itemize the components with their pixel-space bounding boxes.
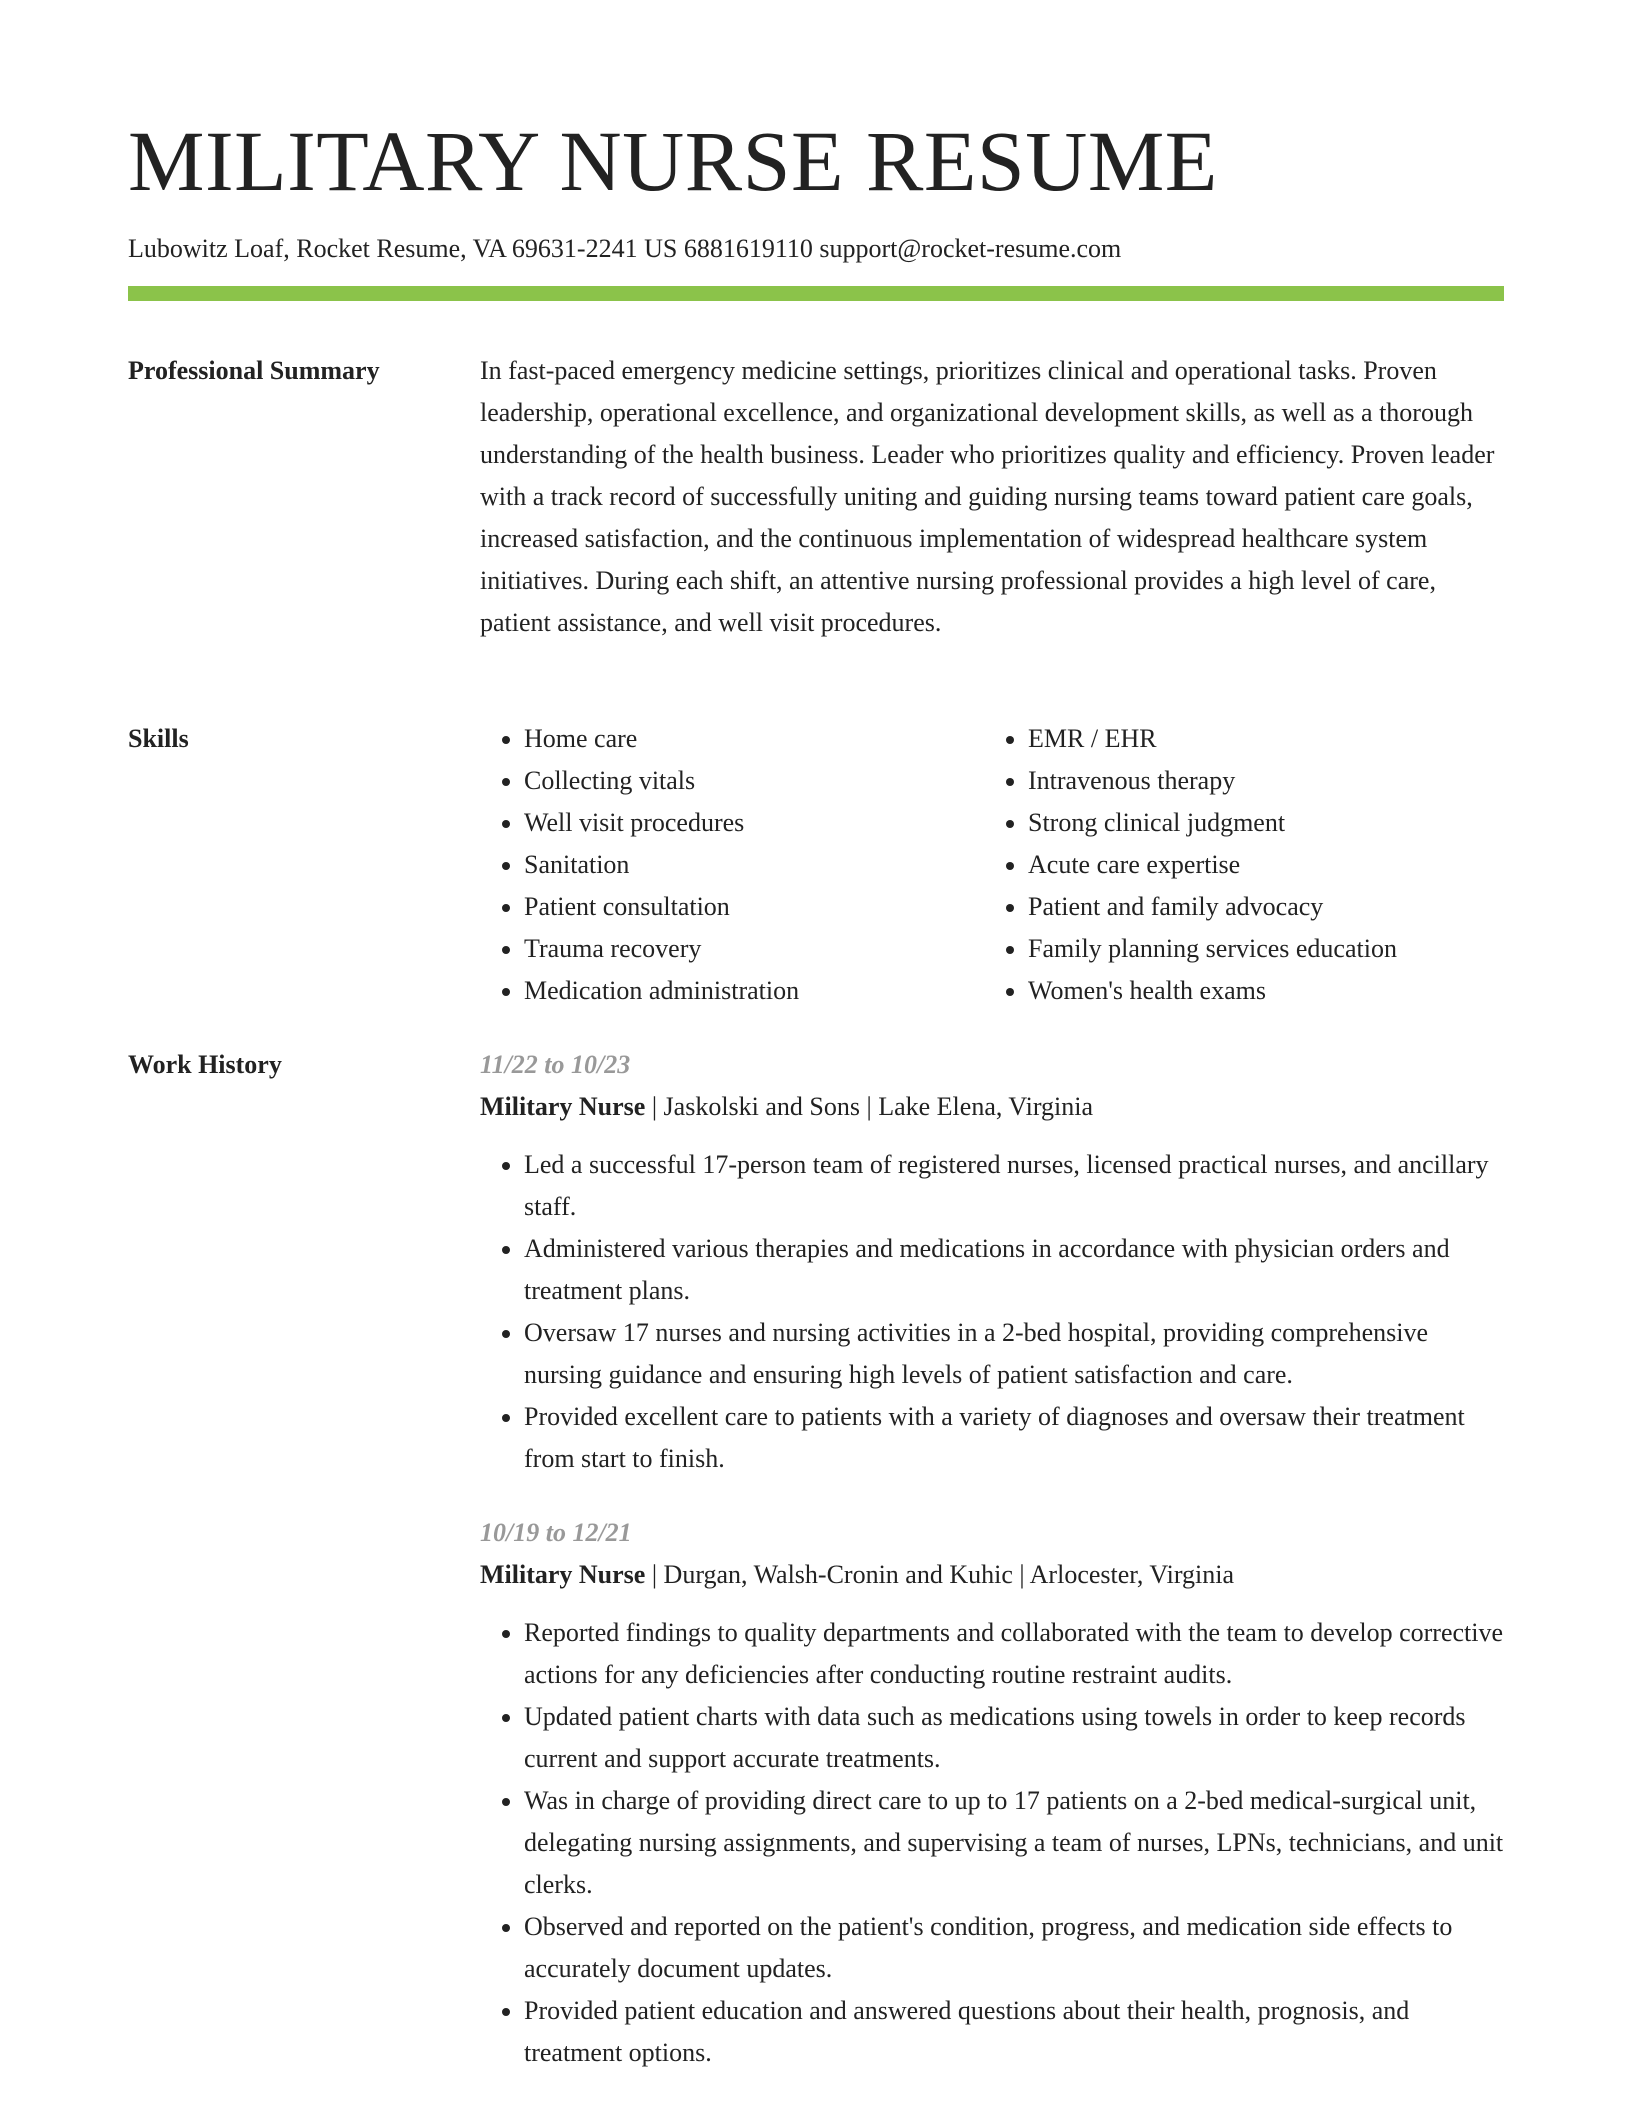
- skill-item: • Patient and family advocacy: [1028, 886, 1488, 928]
- job-details: | Durgan, Walsh-Cronin and Kuhic | Arlocester, Virginia: [645, 1560, 1235, 1589]
- skill-item: • Well visit procedures: [524, 802, 984, 844]
- skills-body: [480, 718, 1504, 1012]
- skill-item: • EMR / EHR: [1028, 718, 1488, 760]
- skill-item: • Collecting vitals: [524, 760, 984, 802]
- job-dates: 10/19 to 12/21: [480, 1518, 632, 1547]
- skills-list-left: [480, 718, 984, 1012]
- skill-item: • Patient consultation: [524, 886, 984, 928]
- job-bullet: • Observed and reported on the patient's condition, progress, and medication side effects to accurately document updates.: [524, 1906, 1504, 1990]
- skill-item: • Acute care expertise: [1028, 844, 1488, 886]
- skill-item: • Home care: [524, 718, 984, 760]
- skill-item: • Women's health exams: [1028, 970, 1488, 1012]
- contact-line: Lubowitz Loaf, Rocket Resume, VA 69631-2241 US 6881619110 support@rocket-resume.com: [128, 234, 1122, 263]
- work-history-body: [480, 1044, 1504, 2074]
- summary-heading: Professional Summary: [128, 356, 380, 385]
- page-title: MILITARY NURSE RESUME: [128, 113, 1218, 209]
- skill-item: • Medication administration: [524, 970, 984, 1012]
- skills-columns: [480, 718, 1504, 1012]
- skills-heading: Skills: [128, 724, 189, 753]
- job-dates: 11/22 to 10/23: [480, 1050, 631, 1079]
- job-heading: [480, 1086, 1504, 1128]
- job-bullet: • Led a successful 17-person team of registered nurses, licensed practical nurses, and ancillary staff.: [524, 1144, 1504, 1228]
- job-bullet: • Was in charge of providing direct care to up to 17 patients on a 2-bed medical-surgical unit, delegating nursing assignments, and supervising a team of nurses, LPNs, technicians, and unit clerks.: [524, 1780, 1504, 1906]
- header-divider: [128, 286, 1504, 301]
- job-entry: [480, 1044, 1504, 1480]
- job-bullet: • Reported findings to quality departments and collaborated with the team to develop corrective actions for any deficiencies after conducting routine restraint audits.: [524, 1612, 1504, 1696]
- job-bullets: [480, 1144, 1504, 1480]
- skill-item: • Intravenous therapy: [1028, 760, 1488, 802]
- job-details: | Jaskolski and Sons | Lake Elena, Virginia: [645, 1092, 1094, 1121]
- summary-text: In fast-paced emergency medicine settings, prioritizes clinical and operational tasks. Proven leadership, operational excellence, and organizational development skills, as well as a thorough understanding of the health business. Leader who prioritizes quality and efficiency. Proven leader with a track record of successfully uniting and guiding nursing teams toward patient care goals, increased satisfaction, and the continuous implementation of widespread healthcare system initiatives. During each shift, an attentive nursing professional provides a high level of care, patient assistance, and well visit procedures.: [480, 356, 1495, 637]
- job-bullet: • Administered various therapies and medications in accordance with physician orders and treatment plans.: [524, 1228, 1504, 1312]
- skills-list-right: [984, 718, 1488, 1012]
- work-history-heading: Work History: [128, 1050, 282, 1079]
- job-entry: [480, 1512, 1504, 2074]
- job-bullet: • Provided excellent care to patients with a variety of diagnoses and oversaw their treatment from start to finish.: [524, 1396, 1504, 1480]
- job-title: Military Nurse: [480, 1092, 646, 1121]
- skill-item: • Family planning services education: [1028, 928, 1488, 970]
- job-bullet: • Provided patient education and answered questions about their health, prognosis, and treatment options.: [524, 1990, 1504, 2074]
- job-bullet: • Updated patient charts with data such as medications using towels in order to keep records current and support accurate treatments.: [524, 1696, 1504, 1780]
- job-bullets: [480, 1612, 1504, 2074]
- job-title: Military Nurse: [480, 1560, 646, 1589]
- skill-item: • Strong clinical judgment: [1028, 802, 1488, 844]
- skill-item: • Sanitation: [524, 844, 984, 886]
- summary-body: [480, 350, 1504, 644]
- job-bullet: • Oversaw 17 nurses and nursing activities in a 2-bed hospital, providing comprehensive nursing guidance and ensuring high levels of patient satisfaction and care.: [524, 1312, 1504, 1396]
- job-heading: [480, 1554, 1504, 1596]
- skill-item: • Trauma recovery: [524, 928, 984, 970]
